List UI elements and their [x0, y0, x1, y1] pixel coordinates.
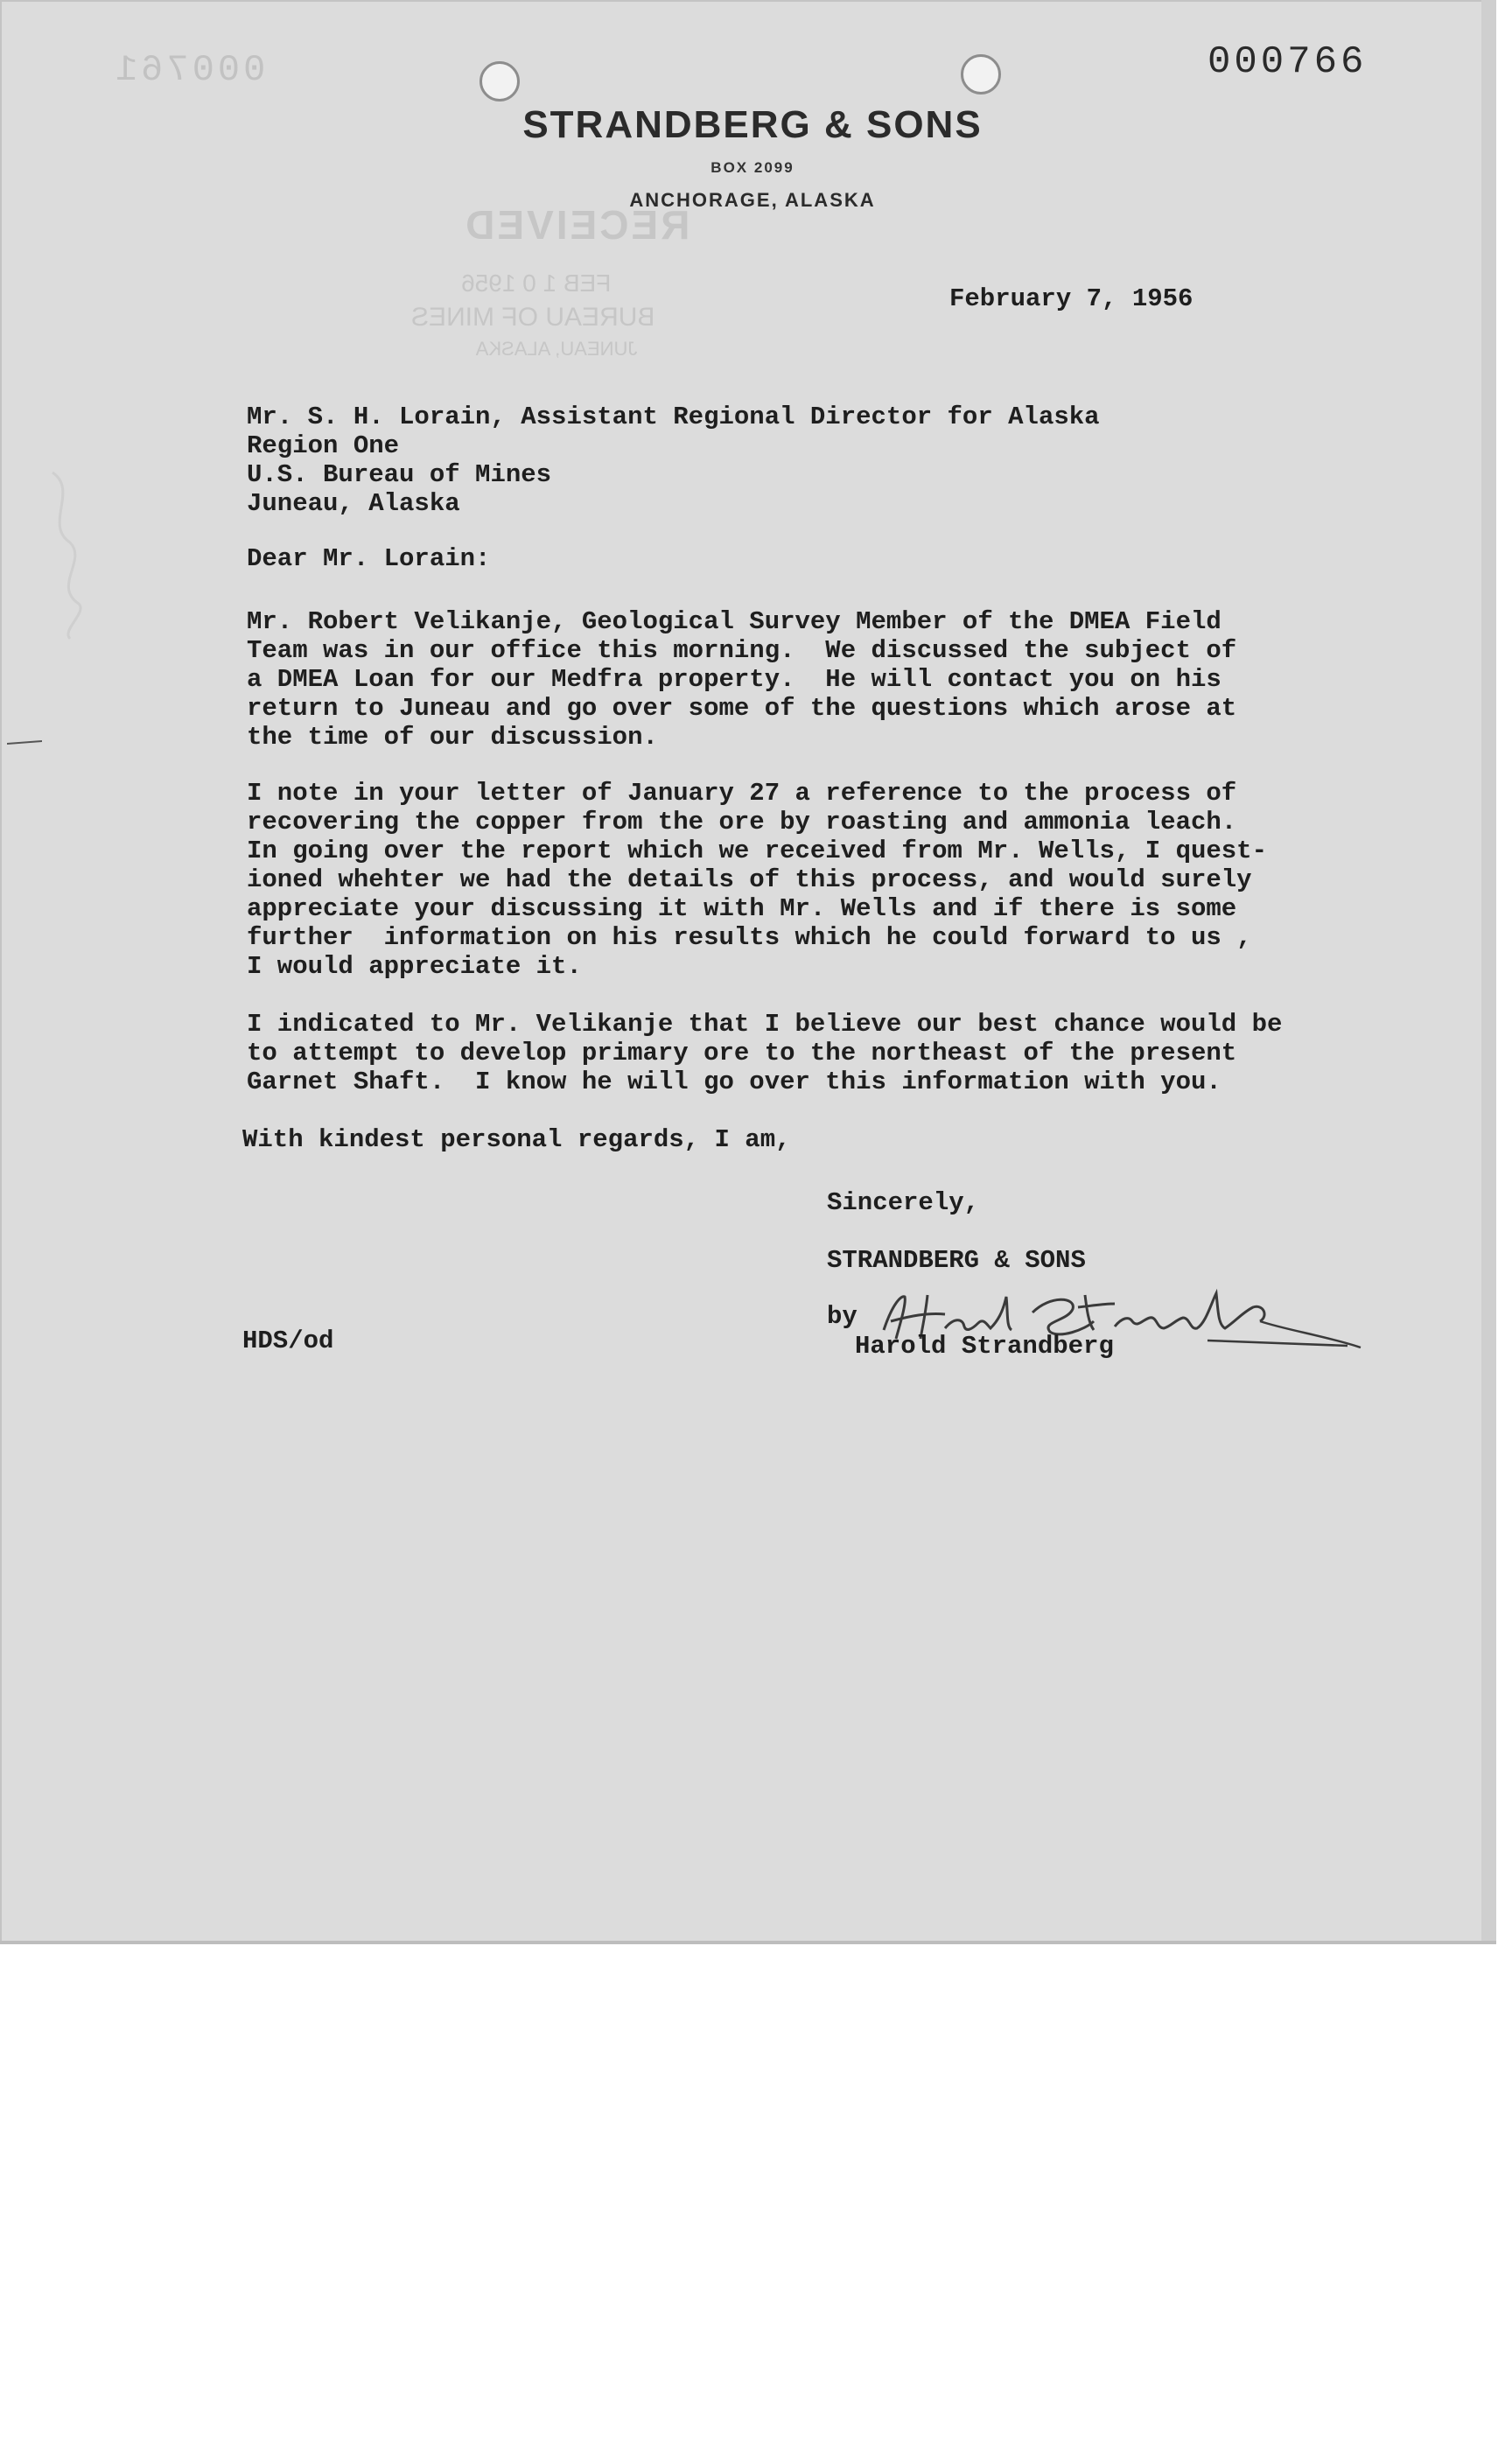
paragraph-line: a DMEA Loan for our Medfra property. He will contact you on his: [247, 665, 1222, 694]
paragraph-line: In going over the report which we received from Mr. Wells, I quest-: [247, 836, 1267, 865]
body-paragraph-3: [247, 1010, 1282, 1096]
paragraph-line: recovering the copper from the ore by roasting and ammonia leach.: [247, 808, 1237, 836]
salutation: Dear Mr. Lorain:: [247, 544, 491, 573]
signer-name: Harold Strandberg: [855, 1332, 1114, 1361]
paragraph-line: to attempt to develop primary ore to the northeast of the present: [247, 1039, 1237, 1068]
address-line: Juneau, Alaska: [247, 489, 460, 518]
body-paragraph-2: [247, 779, 1267, 981]
paragraph-line: Mr. Robert Velikanje, Geological Survey Member of the DMEA Field: [247, 607, 1222, 636]
bleed-through-scribble: [35, 455, 105, 648]
letterhead-company: STRANDBERG & SONS: [522, 103, 983, 146]
paragraph-line: I note in your letter of January 27 a reference to the process of: [247, 779, 1237, 808]
paragraph-line: I indicated to Mr. Velikanje that I believe our best chance would be: [247, 1010, 1283, 1039]
address-line: U.S. Bureau of Mines: [247, 460, 552, 489]
complimentary-close: Sincerely,: [827, 1188, 980, 1217]
body-paragraph-1: [247, 607, 1236, 752]
paragraph-line: Team was in our office this morning. We discussed the subject of: [247, 636, 1237, 665]
sheet-bottom-edge: [0, 1941, 1496, 1944]
closing-line: With kindest personal regards, I am,: [242, 1125, 791, 1154]
bleed-through-number: 000761: [112, 49, 266, 91]
document-number: 000766: [1208, 40, 1368, 84]
stamp-date: FEB 1 0 1956: [461, 270, 612, 297]
stamp-received: RECEIVED: [463, 202, 690, 248]
signature-by: by: [827, 1302, 858, 1331]
punch-hole-right: [961, 54, 1001, 94]
letterhead-box: BOX 2099: [710, 159, 794, 176]
typist-initials: HDS/od: [242, 1326, 334, 1355]
stamp-bureau: BUREAU OF MINES: [411, 303, 655, 332]
recipient-address: [247, 402, 1100, 518]
stamp-city: JUNEAU, ALASKA: [475, 338, 638, 360]
paragraph-line: the time of our discussion.: [247, 723, 658, 752]
sheet-edge: [1481, 0, 1496, 1944]
paragraph-line: Garnet Shaft. I know he will go over this information with you.: [247, 1068, 1222, 1096]
paragraph-line: ioned whehter we had the details of this process, and would surely: [247, 865, 1252, 894]
paragraph-line: appreciate your discussing it with Mr. Wells and if there is some: [247, 894, 1237, 923]
paragraph-line: I would appreciate it.: [247, 952, 582, 981]
received-stamp-bleed-through: [411, 201, 690, 360]
letterhead: [472, 103, 1032, 212]
letter-date: February 7, 1956: [949, 284, 1194, 313]
signature-company: STRANDBERG & SONS: [827, 1246, 1086, 1275]
punch-hole-left: [480, 61, 520, 102]
paragraph-line: return to Juneau and go over some of the questions which arose at: [247, 694, 1237, 723]
address-line: Region One: [247, 431, 400, 460]
address-line: Mr. S. H. Lorain, Assistant Regional Director for Alaska: [247, 402, 1100, 431]
margin-mark: [7, 740, 42, 746]
letterhead-city: ANCHORAGE, ALASKA: [629, 189, 876, 211]
paragraph-line: further information on his results which he could forward to us ,: [247, 923, 1252, 952]
